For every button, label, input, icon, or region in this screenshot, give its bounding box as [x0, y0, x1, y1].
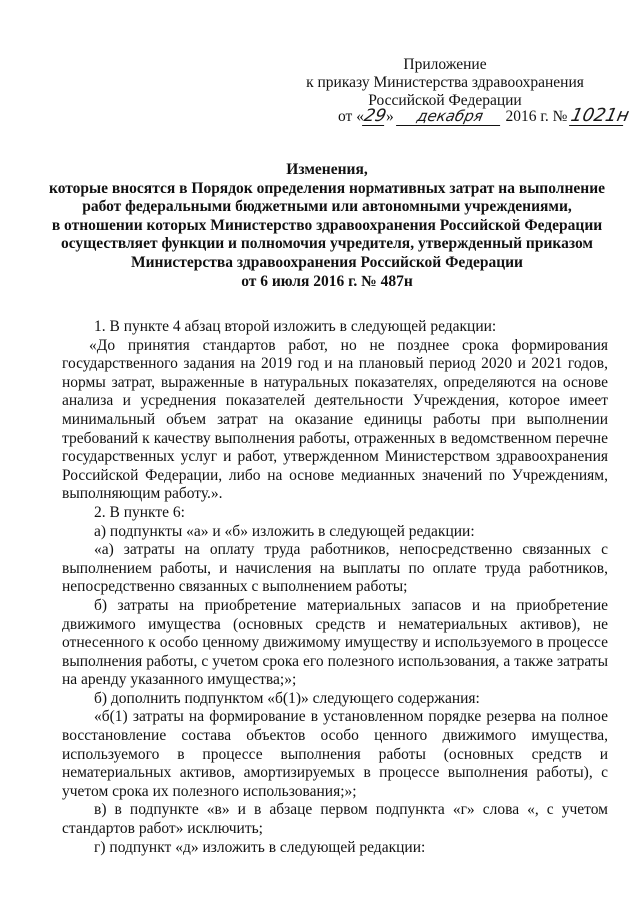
title-line: от 6 июля 2016 г. № 487н: [241, 272, 413, 290]
title-line: осуществляет функции и полномочия учредителя, утвержденный приказом: [61, 235, 593, 253]
order-prefix: от «: [338, 108, 364, 125]
appendix-block: [300, 56, 590, 110]
order-day-handwritten: 29: [362, 106, 388, 126]
paragraph: а) подпункты «а» и «б» изложить в следующей редакции:: [94, 522, 475, 540]
paragraph: «а) затраты на оплату труда работников, непосредственно связанных с выполнением работы, и начисления на выплаты по оплате труда работников, непосредственно связанных с выполнением работы;: [62, 541, 608, 596]
paragraph: 1. В пункте 4 абзац второй изложить в следующей редакции:: [94, 318, 497, 335]
order-line: [338, 106, 638, 128]
title-line: Министерства здравоохранения Российской Федерации: [131, 253, 523, 271]
paragraph: «До принятия стандартов работ, но не позднее срока формирования государственного задания на 2019 год и на плановый период 2020 и 2021 годов, нормы затрат, выраженные в натуральных показателях, определяются на основе анализа и усреднения показателей деятельности Учреждения, которое имеет минимальный объем затрат на оказание единицы работы при выполнении требований к качеству выполнения работы, отраженных в ведомственном перечне государственных услуг и работ, утвержденном Министерством здравоохранения Российской Федерации, либо на основе медианных значений по Учреждениям, выполняющим работу.».: [62, 336, 608, 503]
paragraph: «б(1) затраты на формирование в установленном порядке резерва на полное восстановление состава объектов особо ценного движимого имущества, используемого в процессе выполнения работы (основных средств и нематериальных активов, амортизируемых в процессе выполнения работы), с учетом срока их полезного использования;»;: [62, 708, 608, 800]
paragraph: б) затраты на приобретение материальных запасов и на приобретение движимого имущества (основных средств и нематериальных активов), не отнесенного к особо ценному движимому имуществу и используемого в процессе выполнения работы, с учетом срока его полезного использования, а также затраты на аренду указанного имущества;»;: [62, 596, 608, 689]
paragraph: в) в подпункте «в» и в абзаце первом подпункта «г» слова «, с учетом стандартов работ» исключить;: [62, 801, 608, 838]
title-line: Изменения,: [286, 161, 368, 178]
document-title: [40, 161, 614, 291]
title-line: работ федеральными бюджетными или автономными учреждениями,: [82, 198, 572, 216]
title-line: в отношении которых Министерство здравоохранения Российской Федерации: [51, 216, 603, 234]
order-month-handwritten: декабря: [396, 107, 504, 126]
title-line: которые вносятся в Порядок определения нормативных затрат на выполнение: [48, 179, 606, 197]
paragraph: г) подпункт «д» изложить в следующей редакции:: [94, 838, 426, 856]
order-mid: »: [385, 108, 394, 125]
order-year: 2016 г. №: [505, 108, 568, 125]
appendix-line: к приказу Министерства здравоохранения: [306, 74, 584, 91]
appendix-line: Российской Федерации: [368, 92, 522, 109]
order-number-handwritten: 1021н: [569, 105, 632, 126]
paragraph: 2. В пункте 6:: [94, 503, 185, 521]
paragraph: б) дополнить подпунктом «б(1)» следующего содержания:: [94, 689, 480, 707]
appendix-line: Приложение: [403, 56, 487, 73]
document-body: [62, 318, 608, 857]
